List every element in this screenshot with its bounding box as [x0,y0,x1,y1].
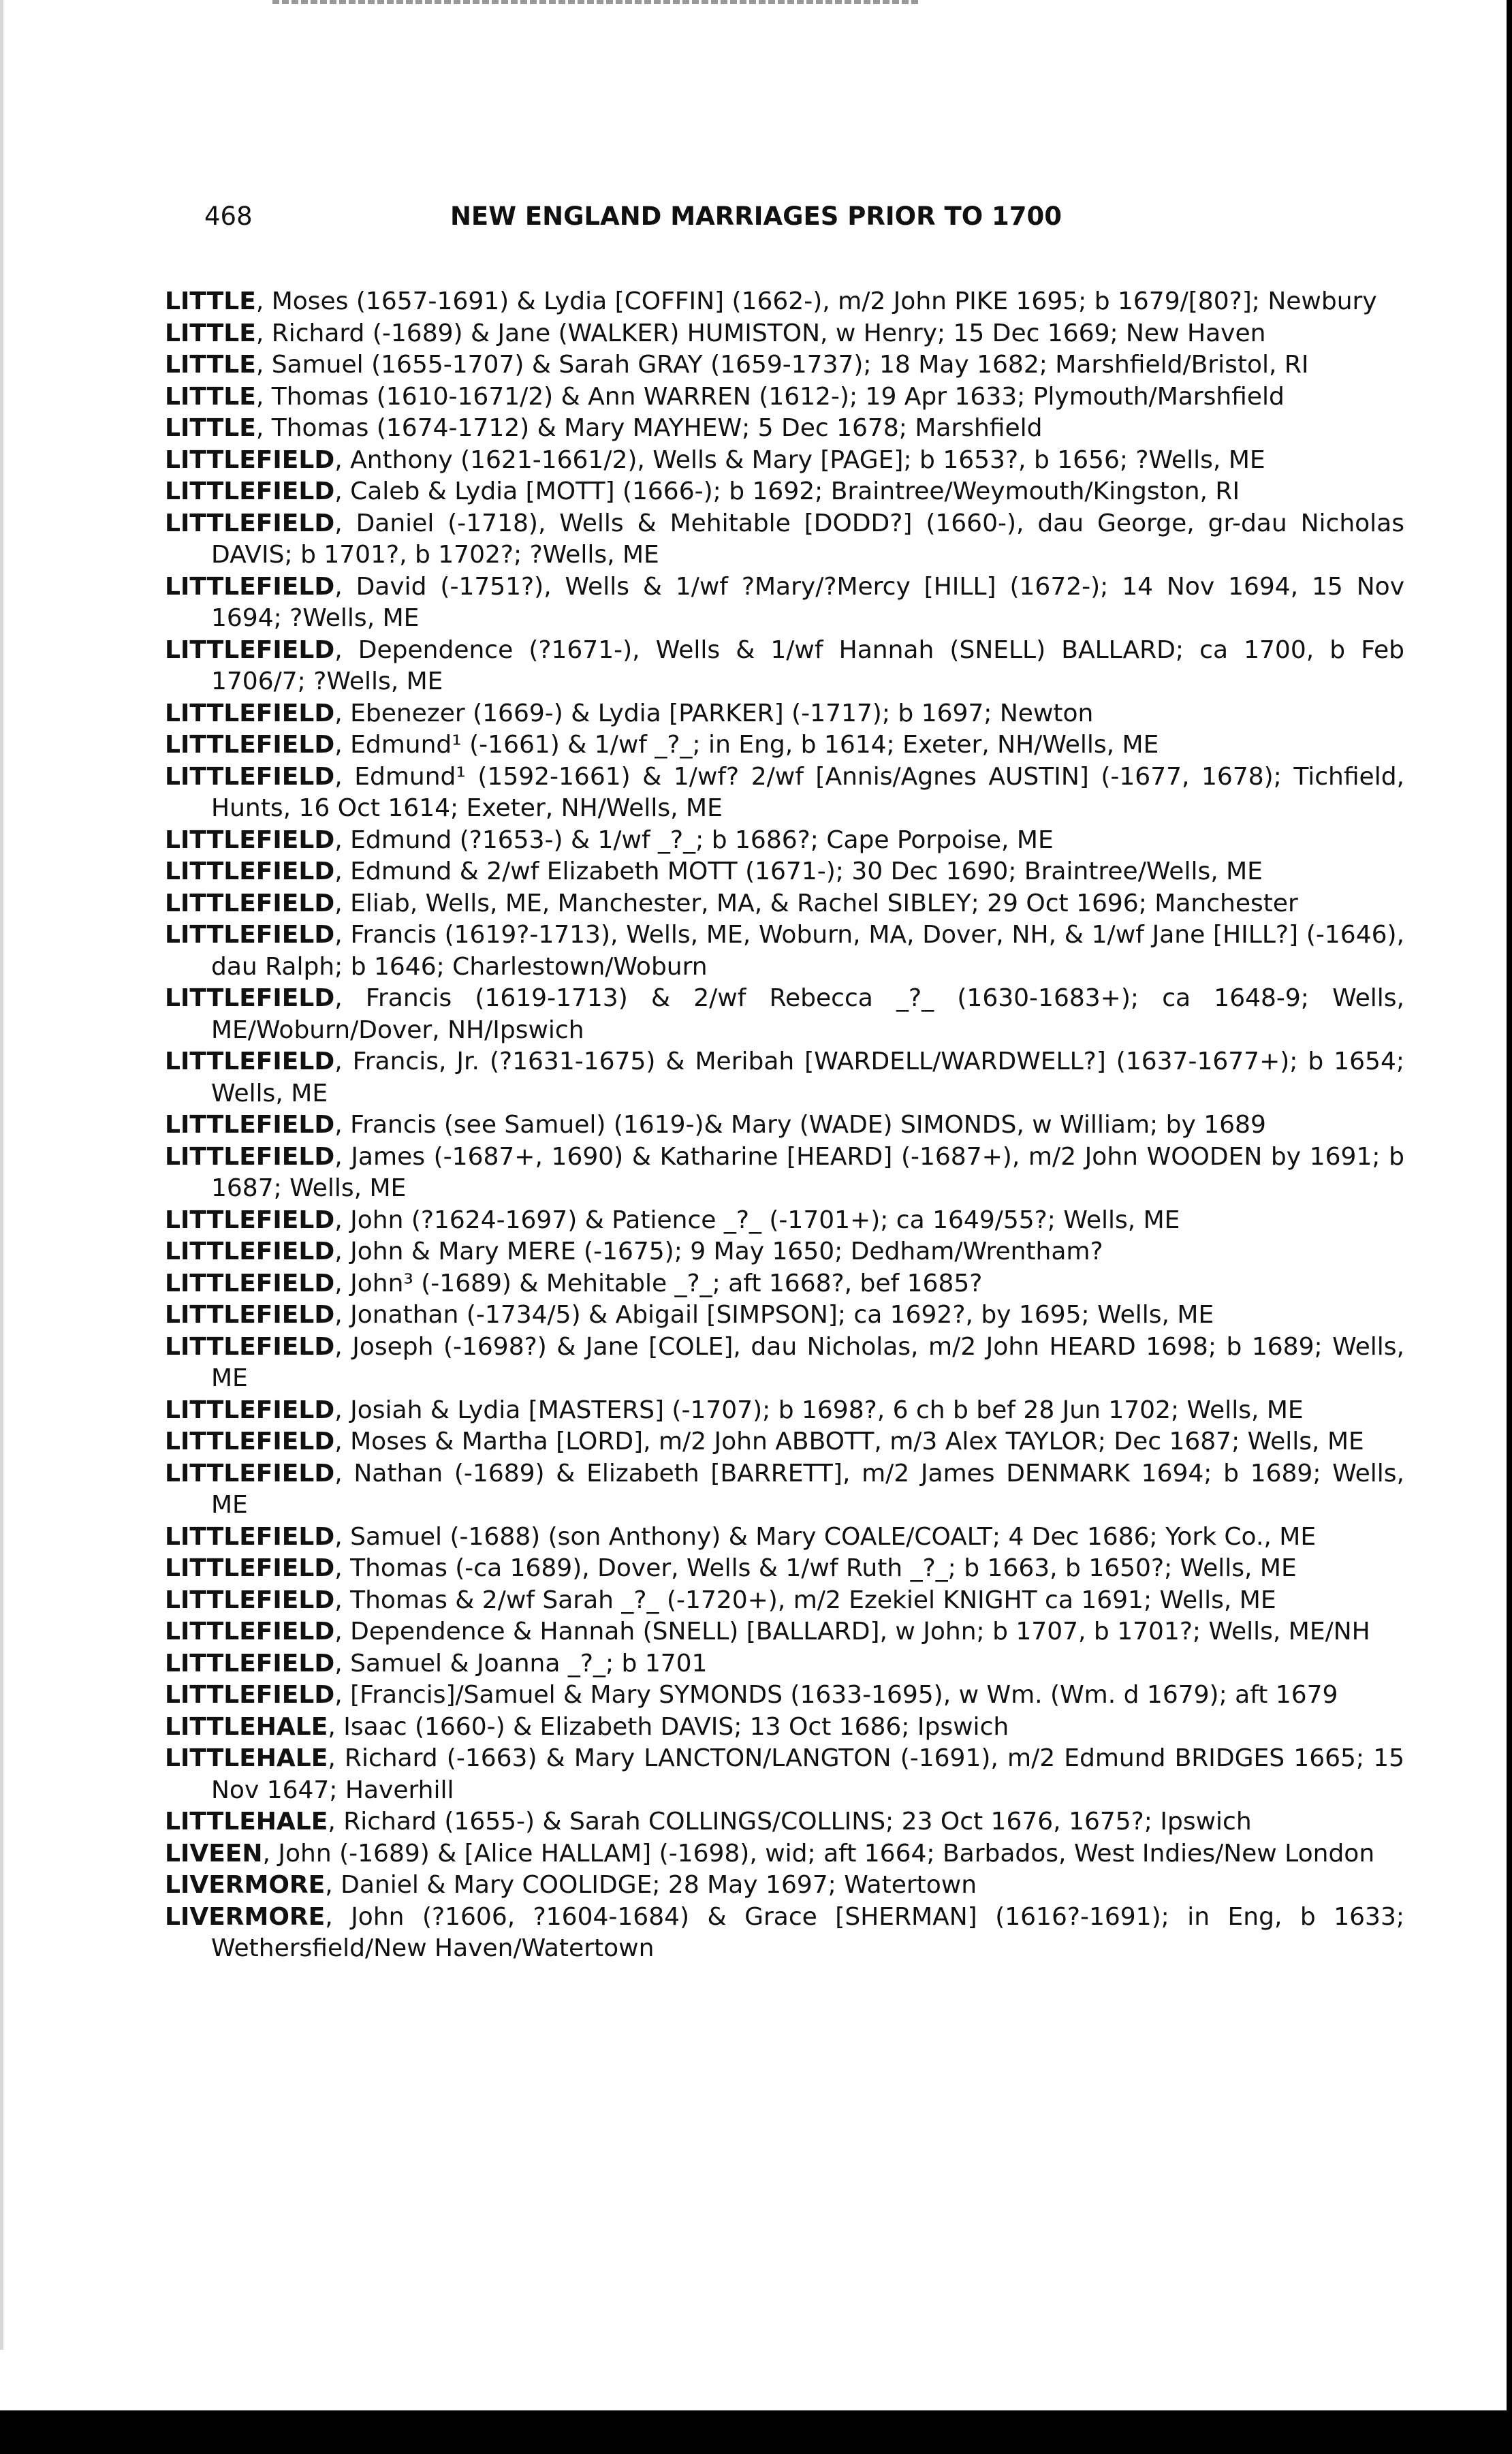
marriage-entry [165,1712,1404,1744]
marriage-entry [165,413,1404,445]
entry-surname: LITTLEFIELD [165,921,335,949]
marriage-entry [165,1838,1404,1870]
entry-details: , John & Mary MERE (-1675); 9 May 1650; Dedham/Wrentham? [334,1238,1103,1265]
entry-surname: LITTLEFIELD [165,1586,335,1614]
entry-details: , Samuel (-1688) (son Anthony) & Mary COALE/COALT; 4 Dec 1686; York Co., ME [334,1522,1317,1551]
entry-surname: LITTLEFIELD [165,731,335,759]
entry-surname: LITTLEFIELD [165,858,335,885]
marriage-entry [165,571,1404,635]
entry-details: , Isaac (1660-) & Elizabeth DAVIS; 13 Oct 1686; Ipswich [328,1712,1009,1741]
entry-details: , Francis (see Samuel) (1619-)& Mary (WADE) SIMONDS, w William; by 1689 [334,1111,1266,1139]
entry-surname: LITTLEHALE [165,1712,328,1741]
marriage-entry [165,825,1404,857]
entry-surname: LITTLEFIELD [165,1332,335,1361]
entry-details: , John (?1606, ?1604-1684) & Grace [SHERMAN] (1616?-1691); in Eng, b 1633; Wethersfield/New Haven/Watertown [211,1902,1404,1962]
scan-edge-right [1507,0,1512,2454]
entry-details: , Moses (1657-1691) & Lydia [COFFIN] (1662-), m/2 John PIKE 1695; b 1679/[80?]; Newbury [255,287,1377,315]
marriage-entry [165,1743,1404,1806]
marriage-entry [165,1142,1404,1205]
entry-details: , Richard (-1689) & Jane (WALKER) HUMISTON, w Henry; 15 Dec 1669; New Haven [255,319,1266,347]
entry-details: , Caleb & Lydia [MOTT] (1666-); b 1692; Braintree/Weymouth/Kingston, RI [334,477,1240,505]
marriage-entry [165,1553,1404,1585]
scan-edge-bottom [0,2410,1512,2454]
entry-surname: LITTLE [165,287,256,315]
marriage-entry [165,1616,1404,1648]
marriage-entry [165,1522,1404,1554]
marriage-entry [165,698,1404,730]
entry-surname: LITTLEFIELD [165,1206,335,1234]
marriage-entry [165,1648,1404,1680]
entry-details: , Jonathan (-1734/5) & Abigail [SIMPSON]; ca 1692?, by 1695; Wells, ME [334,1301,1214,1329]
entry-details: , Eliab, Wells, ME, Manchester, MA, & Rachel SIBLEY; 29 Oct 1696; Manchester [334,889,1298,917]
marriage-entry [165,1300,1404,1332]
entry-surname: LITTLEFIELD [165,1618,335,1646]
marriage-entry [165,888,1404,920]
marriage-entry [165,1902,1404,1965]
entry-details: , Thomas (1610-1671/2) & Ann WARREN (1612-); 19 Apr 1633; Plymouth/Marshfield [255,382,1285,411]
entry-surname: LITTLEFIELD [165,1428,335,1456]
entry-details: , Samuel (1655-1707) & Sarah GRAY (1659-1737); 18 May 1682; Marshfield/Bristol, RI [255,351,1309,379]
entry-details: , Dependence & Hannah (SNELL) [BALLARD], w John; b 1707, b 1701?; Wells, ME/NH [334,1618,1370,1646]
entry-details: , Francis (1619-1713) & 2/wf Rebecca _?_ (1630-1683+); ca 1648-9; Wells, ME/Woburn/Dover, NH/Ipswich [211,984,1404,1044]
entry-details: , Edmund¹ (-1661) & 1/wf _?_; in Eng, b 1614; Exeter, NH/Wells, ME [334,731,1159,759]
entry-surname: LIVEEN [165,1839,263,1868]
entry-details: , Edmund¹ (1592-1661) & 1/wf? 2/wf [Annis/Agnes AUSTIN] (-1677, 1678); Tichfield, Hunts, 16 Oct 1614; Exeter, NH/Wells, ME [211,762,1404,822]
marriage-entry [165,1806,1404,1838]
entry-details: , Richard (1655-) & Sarah COLLINGS/COLLINS; 23 Oct 1676, 1675?; Ipswich [328,1808,1252,1836]
marriage-entry [165,1870,1404,1902]
scan-artifact-top [272,0,919,4]
marriage-entry [165,983,1404,1046]
marriage-entry [165,1426,1404,1458]
marriage-entry [165,1205,1404,1237]
entry-details: , Edmund (?1653-) & 1/wf _?_; b 1686?; Cape Porpoise, ME [334,825,1054,854]
marriage-entry [165,1585,1404,1617]
entry-details: , John³ (-1689) & Mehitable _?_; aft 1668?, bef 1685? [334,1269,983,1297]
marriage-entry [165,635,1404,698]
entry-surname: LITTLEFIELD [165,1111,335,1139]
marriage-entry [165,349,1404,381]
entry-surname: LITTLE [165,414,256,442]
marriage-entry [165,1395,1404,1427]
entry-surname: LITTLEFIELD [165,1048,335,1075]
marriage-entry [165,729,1404,761]
entry-surname: LITTLEFIELD [165,1681,335,1709]
marriage-entry [165,856,1404,888]
entry-details: , Moses & Martha [LORD], m/2 John ABBOTT, m/3 Alex TAYLOR; Dec 1687; Wells, ME [334,1428,1364,1456]
entry-details: , Daniel & Mary COOLIDGE; 28 May 1697; Watertown [325,1871,977,1899]
marriage-entry [165,318,1404,350]
entry-details: , Dependence (?1671-), Wells & 1/wf Hannah (SNELL) BALLARD; ca 1700, b Feb 1706/7; ?Wells, ME [211,635,1404,695]
entry-details: , [Francis]/Samuel & Mary SYMONDS (1633-1695), w Wm. (Wm. d 1679); aft 1679 [334,1681,1338,1709]
marriage-entry [165,1236,1404,1268]
entry-details: , John (?1624-1697) & Patience _?_ (-1701+); ca 1649/55?; Wells, ME [334,1206,1180,1234]
entry-surname: LITTLEFIELD [165,699,335,727]
running-head: NEW ENGLAND MARRIAGES PRIOR TO 1700 [450,202,1062,231]
entry-details: , Joseph (-1698?) & Jane [COLE], dau Nicholas, m/2 John HEARD 1698; b 1689; Wells, ME [211,1332,1404,1392]
entry-surname: LITTLEFIELD [165,889,335,917]
entry-details: , Nathan (-1689) & Elizabeth [BARRETT], m/2 James DENMARK 1694; b 1689; Wells, ME [211,1459,1404,1519]
entry-surname: LITTLEHALE [165,1744,328,1772]
entry-surname: LITTLEFIELD [165,1649,335,1678]
entry-surname: LITTLEFIELD [165,1301,335,1329]
marriage-entry [165,508,1404,571]
entry-surname: LITTLEFIELD [165,1554,335,1582]
entry-surname: LITTLE [165,319,256,347]
entry-details: , Josiah & Lydia [MASTERS] (-1707); b 1698?, 6 ch b bef 28 Jun 1702; Wells, ME [334,1396,1304,1424]
entry-list [165,286,1404,1965]
entry-details: , John (-1689) & [Alice HALLAM] (-1698), wid; aft 1664; Barbados, West Indies/New London [262,1839,1375,1868]
entry-details: , Thomas (1674-1712) & Mary MAYHEW; 5 Dec 1678; Marshfield [255,414,1043,442]
marriage-entry [165,476,1404,508]
entry-details: , Francis, Jr. (?1631-1675) & Meribah [WARDELL/WARDWELL?] (1637-1677+); b 1654; Wells, ME [211,1048,1404,1107]
entry-surname: LITTLE [165,382,256,411]
entry-details: , Anthony (1621-1661/2), Wells & Mary [PAGE]; b 1653?, b 1656; ?Wells, ME [334,445,1265,474]
entry-details: , Thomas (-ca 1689), Dover, Wells & 1/wf Ruth _?_; b 1663, b 1650?; Wells, ME [334,1554,1297,1582]
marriage-entry [165,1046,1404,1110]
entry-surname: LITTLEFIELD [165,445,335,474]
entry-details: , Samuel & Joanna _?_; b 1701 [334,1649,708,1678]
marriage-entry [165,381,1404,413]
entry-surname: LITTLEFIELD [165,762,335,791]
entry-details: , David (-1751?), Wells & 1/wf ?Mary/?Mercy [HILL] (1672-); 14 Nov 1694, 15 Nov 1694; ?Wells, ME [211,572,1404,632]
entry-surname: LITTLEHALE [165,1808,328,1836]
marriage-entry [165,286,1404,318]
entry-surname: LIVERMORE [165,1871,326,1899]
entry-surname: LITTLEFIELD [165,1142,335,1171]
scan-edge-left [0,0,3,2350]
entry-surname: LITTLEFIELD [165,1238,335,1265]
marriage-entry [165,1680,1404,1712]
marriage-entry [165,761,1404,825]
marriage-entry [165,1332,1404,1395]
entry-surname: LITTLEFIELD [165,1459,335,1488]
entry-details: , Richard (-1663) & Mary LANCTON/LANGTON (-1691), m/2 Edmund BRIDGES 1665; 15 Nov 1647; Haverhill [211,1744,1404,1804]
entry-surname: LITTLEFIELD [165,509,335,537]
marriage-entry [165,1268,1404,1300]
entry-details: , Ebenezer (1669-) & Lydia [PARKER] (-1717); b 1697; Newton [334,699,1094,727]
entry-details: , James (-1687+, 1690) & Katharine [HEARD] (-1687+), m/2 John WOODEN by 1691; b 1687; Wells, ME [211,1142,1404,1202]
entry-surname: LITTLEFIELD [165,1522,335,1551]
entry-details: , Francis (1619?-1713), Wells, ME, Woburn, MA, Dover, NH, & 1/wf Jane [HILL?] (-1646), dau Ralph; b 1646; Charlestown/Woburn [211,921,1404,981]
entry-details: , Edmund & 2/wf Elizabeth MOTT (1671-); 30 Dec 1690; Braintree/Wells, ME [334,858,1263,885]
entry-surname: LITTLEFIELD [165,1396,335,1424]
marriage-entry [165,1110,1404,1142]
entry-surname: LITTLEFIELD [165,635,335,664]
entry-surname: LITTLEFIELD [165,984,335,1012]
entry-surname: LITTLEFIELD [165,477,335,505]
page-number: 468 [204,202,253,231]
entry-surname: LITTLE [165,351,256,379]
entry-details: , Daniel (-1718), Wells & Mehitable [DODD?] (1660-), dau George, gr-dau Nicholas DAVIS; b 1701?, b 1702?; ?Wells, ME [211,509,1404,569]
entry-surname: LITTLEFIELD [165,1269,335,1297]
marriage-entry [165,1458,1404,1522]
entry-details: , Thomas & 2/wf Sarah _?_ (-1720+), m/2 Ezekiel KNIGHT ca 1691; Wells, ME [334,1586,1276,1614]
entry-surname: LITTLEFIELD [165,572,335,601]
entry-surname: LIVERMORE [165,1902,326,1931]
marriage-entry [165,445,1404,477]
entry-surname: LITTLEFIELD [165,825,335,854]
marriage-entry [165,919,1404,983]
